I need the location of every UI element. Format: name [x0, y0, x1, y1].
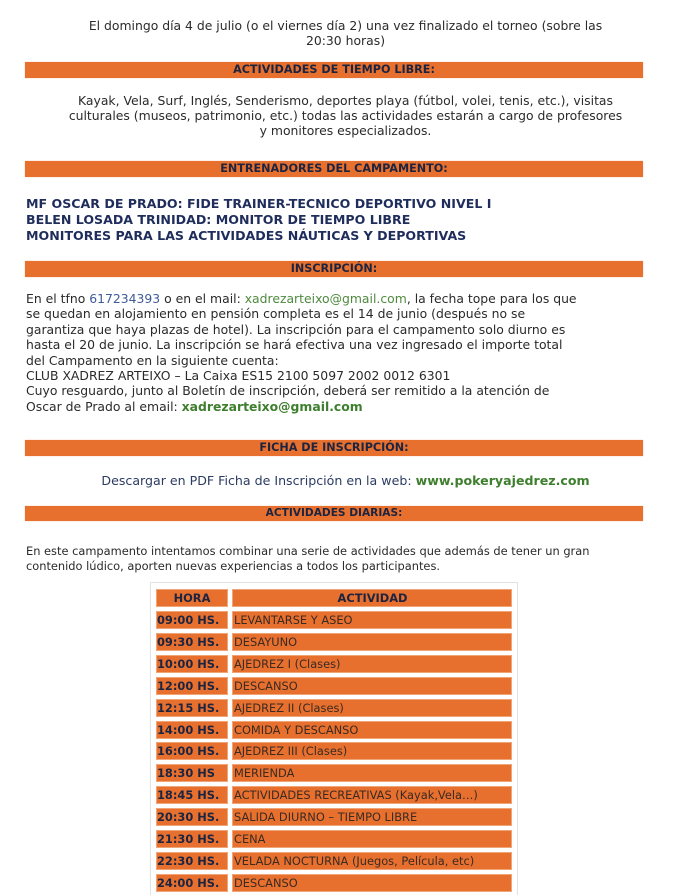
daily-line-1: En este campamento intentamos combinar una serie de actividades que además de tener un gran: [26, 544, 590, 558]
bank-account: CLUB XADREZ ARTEIXO – La Caixa ES15 2100 5097 2002 0012 6301: [26, 368, 451, 384]
time-cell: 18:30 HS: [157, 765, 227, 781]
leisure-text: [0, 93, 691, 138]
activity-cell: DESCANSO: [233, 875, 511, 891]
time-cell: 22:30 HS.: [157, 853, 227, 869]
time-cell: 10:00 HS.: [157, 656, 227, 672]
registration-line-5: del Campamento en la siguiente cuenta:: [26, 352, 279, 368]
table-row: [156, 634, 512, 652]
table-row: [156, 678, 512, 696]
download-text: [0, 473, 691, 489]
activity-cell: COMIDA Y DESCANSO: [233, 722, 511, 738]
activity-cell: AJEDREZ I (Clases): [233, 656, 511, 672]
table-row: [156, 831, 512, 849]
time-cell: 20:30 HS.: [157, 809, 227, 825]
schedule-header-row: [156, 590, 512, 608]
activity-cell: AJEDREZ II (Clases): [233, 700, 511, 716]
table-row: [156, 787, 512, 805]
table-row: [156, 722, 512, 740]
registration-line-7: Cuyo resguardo, junto al Boletín de inscripción, deberá ser remitido a la atención de: [26, 383, 550, 399]
activity-cell: DESAYUNO: [233, 634, 511, 650]
trainer-item: MONITORES PARA LAS ACTIVIDADES NÁUTICAS Y DEPORTIVAS: [26, 228, 467, 243]
activity-cell: LEVANTARSE Y ASEO: [233, 612, 511, 628]
time-cell: 14:00 HS.: [157, 722, 227, 738]
leisure-line-1: Kayak, Vela, Surf, Inglés, Senderismo, deportes playa (fútbol, volei, tenis, etc.), visitas: [78, 93, 613, 108]
registration-text: [26, 291, 646, 414]
text-span: , la fecha tope para los que: [406, 291, 577, 306]
daily-line-2: contenido lúdico, aporten nuevas experiencias a todos los participantes.: [26, 558, 440, 573]
activity-cell: DESCANSO: [233, 678, 511, 694]
time-cell: 12:15 HS.: [157, 700, 227, 716]
table-row: [156, 809, 512, 827]
time-cell: 16:00 HS.: [157, 743, 227, 759]
registration-line-3: garantiza que haya plazas de hotel). La inscripción para el campamento solo diurno es: [26, 321, 566, 337]
intro-line-1: El domingo día 4 de julio (o el viernes día 2) una vez finalizado el torneo (sobre las: [88, 18, 603, 33]
activity-cell: ACTIVIDADES RECREATIVAS (Kayak,Vela…): [233, 787, 511, 803]
time-cell: 09:30 HS.: [157, 634, 227, 650]
text-span: Oscar de Prado al email:: [26, 398, 182, 414]
table-row: [156, 700, 512, 718]
activity-cell: AJEDREZ III (Clases): [233, 743, 511, 759]
header-hora: HORA: [157, 590, 227, 606]
section-header-registration: INSCRIPCIÓN:: [25, 261, 643, 277]
table-row: [156, 875, 512, 893]
time-cell: 21:30 HS.: [157, 831, 227, 847]
text-span: Descargar en PDF Ficha de Inscripción en la web:: [101, 473, 416, 488]
activity-cell: SALIDA DIURNO – TIEMPO LIBRE: [233, 809, 511, 825]
table-row: [156, 765, 512, 783]
text-span: o en el mail:: [160, 291, 245, 306]
email-link[interactable]: xadrezarteixo@gmail.com: [244, 291, 407, 306]
trainer-item: MF OSCAR DE PRADO: FIDE TRAINER-TECNICO DEPORTIVO NIVEL I: [26, 196, 492, 211]
table-row: [156, 853, 512, 871]
registration-line-2: se quedan en alojamiento en pensión completa es el 14 de junio (después no se: [26, 306, 526, 322]
trainer-item: BELEN LOSADA TRINIDAD: MONITOR DE TIEMPO LIBRE: [26, 212, 411, 227]
section-header-leisure: ACTIVIDADES DE TIEMPO LIBRE:: [25, 62, 643, 78]
trainers-list: [26, 196, 646, 244]
section-header-form: FICHA DE INSCRIPCIÓN:: [25, 440, 643, 456]
intro-line-2: 20:30 horas): [305, 33, 386, 48]
phone-link[interactable]: 617234393: [89, 291, 161, 306]
activity-cell: VELADA NOCTURNA (Juegos, Película, etc): [233, 853, 511, 869]
registration-line-8: [26, 399, 646, 414]
time-cell: 24:00 HS.: [157, 875, 227, 891]
leisure-line-2: culturales (museos, patrimonio, etc.) todas las actividades estarán a cargo de profesores: [68, 108, 623, 123]
section-header-daily: ACTIVIDADES DIARIAS:: [25, 506, 643, 521]
leisure-line-3: y monitores especializados.: [259, 123, 432, 138]
daily-intro-text: [26, 544, 656, 573]
registration-line-4: hasta el 20 de junio. La inscripción se hará efectiva una vez ingresado el importe total: [26, 337, 563, 353]
table-row: [156, 743, 512, 761]
website-link[interactable]: www.pokeryajedrez.com: [415, 473, 590, 488]
table-row: [156, 656, 512, 674]
time-cell: 12:00 HS.: [157, 678, 227, 694]
section-header-trainers: ENTRENADORES DEL CAMPAMENTO:: [25, 161, 643, 177]
intro-text: [0, 18, 691, 48]
table-row: [156, 612, 512, 630]
time-cell: 18:45 HS.: [157, 787, 227, 803]
activity-cell: CENA: [233, 831, 511, 847]
schedule-table: [150, 582, 518, 895]
text-span: En el tfno: [26, 291, 90, 306]
activity-cell: MERIENDA: [233, 765, 511, 781]
header-actividad: ACTIVIDAD: [233, 590, 511, 606]
time-cell: 09:00 HS.: [157, 612, 227, 628]
email-link-bold[interactable]: xadrezarteixo@gmail.com: [181, 398, 363, 414]
registration-line-1: [26, 291, 646, 306]
